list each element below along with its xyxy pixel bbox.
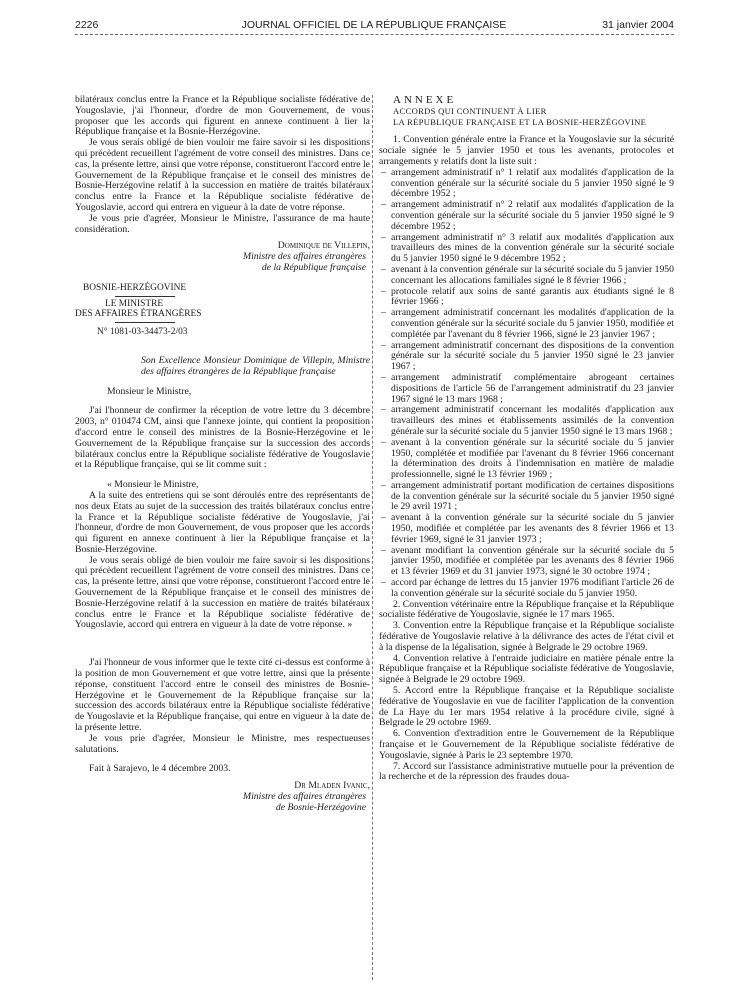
sub-agreement-item: – avenant à la convention générale sur la sécurité sociale du 5 janvier 1950 concernant les allocations familiales signé le 8 février 1966 ; xyxy=(379,265,674,287)
signatory-name: Dr Mladen Ivanic, xyxy=(294,780,370,792)
page-header xyxy=(0,0,748,40)
agreement-item: 7. Accord sur l'assistance administrative mutuelle pour la prévention de la recherche et de la répression des fraudes doua- xyxy=(379,760,674,783)
agreement-item: 5. Accord entre la République française et la République socialiste fédérative de Yougoslavie en vue de faciliter l'application de la convention de La Haye du 1er mars 1954 relative à la procédure civile, signé à Belgrade le 29 octobre 1969. xyxy=(379,685,674,729)
left-column xyxy=(75,95,370,814)
sub-agreement-item: – arrangement administratif concernant des dispositions de la convention générale sur la sécurité sociale du 5 janvier 1950 signé le 23 janvier 1967 ; xyxy=(379,341,674,373)
sub-agreement-item: – arrangement administratif portant modification de certaines dispositions de la convention générale sur la sécurité sociale du 5 janvier 1950 signé le 29 avril 1971 ; xyxy=(379,481,674,513)
paragraph: Je vous serais obligé de bien vouloir me faire savoir si les dispositions qui précèdent recueillent l'agrément de votre conseil des ministres. Dans ce cas, la présente lettre, ainsi que votre réponse, constitueront l'accord entre le Gouvernement de la République française et le conseil des ministres de Bosnie-Herzégovine relatif à la succession en matière de traités bilatéraux conclus entre la France et la République socialiste fédérative de Yougoslavie, accord qui entrera en vigueur à la date de votre réponse. xyxy=(75,137,370,213)
sub-agreement-item: – arrangement administratif concernant les modalités d'application de la convention générale sur la sécurité sociale du 5 janvier 1950, modifiée et complétée par l'avenant du 8 février 1966, signé le 23 janvier 1967 ; xyxy=(379,308,674,340)
paragraph: Je vous prie d'agréer, Monsieur le Ministre, l'assurance de ma haute considération. xyxy=(75,212,370,235)
agreement-item: 6. Convention d'extradition entre le Gouvernement de la République française et le Gouvernement de la République socialiste fédérative de Yougoslavie, signée à Paris le 23 septembre 1970. xyxy=(379,728,674,761)
quoted-paragraph: A la suite des entretiens qui se sont déroulés entre des représentants de nos deux Etats au sujet de la succession des traités bilatéraux conclus entre la France et la République socialiste fédérative de Yougoslavie, j'ai l'honneur, d'ordre de mon Gouvernement, de vous proposer que les accords qui figurent en annexe continuent à lier la République française et la Bosnie-Herzégovine. xyxy=(75,489,370,555)
separator-rule xyxy=(115,296,175,297)
annex-title: ANNEXE xyxy=(393,94,457,106)
sub-agreement-list xyxy=(379,168,674,600)
country-heading: BOSNIE-HERZÉGOVINE xyxy=(83,282,187,293)
sub-agreement-item: – arrangement administratif complémentaire abrogeant certaines dispositions de l'article 56 de l'arrangement administratif du 23 janvier 1967 signé le 13 mars 1968 ; xyxy=(379,373,674,405)
paragraph: bilatéraux conclus entre la France et la République socialiste fédérative de Yougoslavie, j'ai l'honneur, d'ordre de mon Gouvernement, de vous proposer que les accords qui figurent en annexe continuent à lier la République française et la Bosnie-Herzégovine. xyxy=(75,94,370,138)
sub-agreement-item: – arrangement administratif concernant les modalités d'application aux travailleurs des mines et établissements assimilés de la convention générale sur la sécurité sociale du 5 janvier 1950 signé le 13 mars 1968 ; xyxy=(379,405,674,437)
paragraph: J'ai l'honneur de vous informer que le texte cité ci-dessus est conforme à la position de mon Gouvernement et que votre lettre, ainsi que la présente réponse, constituent l'accord entre le conseil des ministres de Bosnie-Herzégovine et le Gouvernement de la République française sur la succession des accords bilatéraux entre la République socialiste fédérative de Yougoslavie et la République française, qui entre en vigueur à la date de la présente lettre. xyxy=(75,657,370,734)
paragraph: J'ai l'honneur de confirmer la réception de votre lettre du 3 décembre 2003, n° 010474 CM, ainsi que l'annexe jointe, qui contient la proposition d'accord entre le conseil des ministres de la Bosnie-Herzégovine et le Gouvernement de la République française sur la succession des accords bilatéraux conclus entre la République socialiste fédérative de Yougoslavie et la République française, qui se lit comme suit : xyxy=(75,405,370,471)
sub-agreement-item: – accord par échange de lettres du 15 janvier 1976 modifiant l'article 26 de la convention générale sur la sécurité sociale du 5 janvier 1950. xyxy=(379,578,674,600)
sub-agreement-item: – arrangement administratif n° 3 relatif aux modalités d'application aux travailleurs des mines de la convention générale sur la sécurité sociale du 5 janvier 1950 signé le 9 décembre 1952 ; xyxy=(379,233,674,265)
header-rule xyxy=(75,34,674,35)
ministry-heading: DES AFFAIRES ÉTRANGÈRES xyxy=(75,309,202,320)
agreement-item: 4. Convention relative à l'entraide judiciaire en matière pénale entre la République française et la République socialiste fédérative de Yougoslavie, signée à Belgrade le 29 octobre 1969. xyxy=(379,652,674,686)
signatory-name: Dominique de Villepin, xyxy=(277,240,370,252)
sub-agreement-item: – avenant modifiant la convention générale sur la sécurité sociale du 5 janvier 1950, modifiée et complétée par les avenants des 8 février 1966 et 13 février 1969 et du 31 janvier 1973, signé le 30 octobre 1974 ; xyxy=(379,546,674,578)
addressee: Son Excellence Monsieur Dominique de Villepin, Ministre des affaires étrangères de la République française xyxy=(141,354,370,377)
agreement-item: 3. Convention entre la République française et la République socialiste fédérative de Yougoslavie relative à la délivrance des actes de l'état civil et à la dispense de la légalisation, signée à Belgrade le 29 octobre 1969. xyxy=(379,620,674,653)
signature-block xyxy=(75,781,370,813)
annex-subtitle: ACCORDS QUI CONTINUENT À LIER xyxy=(393,105,547,116)
sub-agreement-item: – arrangement administratif n° 1 relatif aux modalités d'application de la convention générale sur la sécurité sociale du 5 janvier 1950 signé le 9 décembre 1952 ; xyxy=(379,168,674,200)
journal-title: JOURNAL OFFICIEL DE LA RÉPUBLIQUE FRANÇAISE xyxy=(241,19,507,31)
paragraph: Je vous prie d'agréer, Monsieur le Ministre, mes respectueuses salutations. xyxy=(75,732,370,755)
separator-rule xyxy=(115,322,175,323)
signature-block xyxy=(75,241,370,273)
sub-agreement-item: – protocole relatif aux soins de santé garantis aux étudiants signé le 8 février 1966 ; xyxy=(379,287,674,309)
signatory-function: Ministre des affaires étrangères xyxy=(243,791,366,803)
annex-subtitle: LA RÉPUBLIQUE FRANÇAISE ET LA BOSNIE-HERZÉGOVINE xyxy=(393,116,647,127)
issue-date: 31 janvier 2004 xyxy=(602,19,674,31)
page-number: 2226 xyxy=(75,19,99,31)
right-column xyxy=(379,95,674,783)
sub-agreement-item: – avenant à la convention générale sur la sécurité sociale du 5 janvier 1950, complétée et modifiée par l'avenant du 8 février 1966 concernant la détermination des droits à l'indemnisation en matière de maladie professionnelle, signé le 13 février 1969 ; xyxy=(379,438,674,481)
signatory-function: de Bosnie-Herzégovine xyxy=(275,801,366,813)
signatory-function: Ministre des affaires étrangères xyxy=(243,251,366,263)
sub-agreement-item: – avenant à la convention générale sur la sécurité sociale du 5 janvier 1950, modifiée et complétée par les avenants des 8 février 1966 et 13 février 1969, signé le 31 janvier 1973 ; xyxy=(379,513,674,545)
place-date: Fait à Sarajevo, le 4 décembre 2003. xyxy=(89,763,231,775)
reference-number: N° 1081-03-34473-2/03 xyxy=(97,327,188,338)
signatory-function: de la République française xyxy=(261,261,366,273)
sub-agreement-item: – arrangement administratif n° 2 relatif aux modalités d'application de la convention générale sur la sécurité sociale du 5 janvier 1950 signé le 9 décembre 1952 ; xyxy=(379,200,674,232)
ministry-heading: LE MINISTRE xyxy=(105,298,164,309)
quoted-paragraph: Je vous serais obligé de bien vouloir me faire savoir si les dispositions qui précèdent recueillent l'agrément de votre conseil des ministres. Dans ce cas, la présente lettre, ainsi que votre réponse, constitueront l'accord entre le Gouvernement de la République française et le conseil des ministres de Bosnie-Herzégovine relatif à la succession en matière de traités bilatéraux conclus entre le France et la République socialiste fédérative de Yougoslavie, accord qui entrera en vigueur à la date de votre réponse. » xyxy=(75,554,370,631)
quoted-salutation: « Monsieur le Ministre, xyxy=(107,479,199,491)
agreement-item: 2. Convention vétérinaire entre la République française et la République socialiste fédérative de Yougoslavie, signée le 17 mars 1965. xyxy=(379,598,674,621)
agreement-item: 1. Convention générale entre la France et la Yougoslavie sur la sécurité sociale signée le 5 janvier 1950 et tous les avenants, protocoles et arrangements y relatifs dont la liste suit : xyxy=(379,134,674,167)
column-divider xyxy=(372,95,373,980)
salutation: Monsieur le Ministre, xyxy=(107,385,192,397)
